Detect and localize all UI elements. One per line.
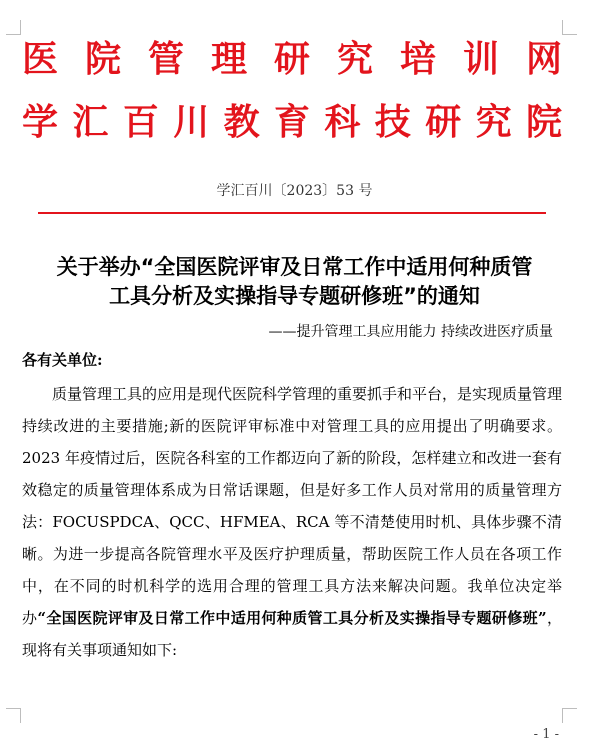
notice-title-line2: 工具分析及实操指导专题研修班”的通知 [109,284,480,308]
body-paragraph-text: 质量管理工具的应用是现代医院科学管理的重要抓手和平台，是实现质量管理持续改进的主要措施;新的医院评审标准中对管理工具的应用提出了明确要求。2023 年疫情过后，医院各科室的工作都迈向了新的阶段，怎样建立和改进一套有效稳定的质量管理体系成为日常话课题，但是好多工作人员对常用的质量管理方法：FOCUSPDCA、QCC、HFMEA、RCA 等不清楚使用时机、具体步骤不清晰。为进一步提高各院管理水平及医疗护理质量，帮助医院工作人员在各项工作中，在不同的时机科学的选用合理的管理工具方法来解决问题。我单位决定举办 [22,385,563,627]
crop-mark-bottom-left [6,708,21,723]
notice-title-line1: 关于举办“全国医院评审及日常工作中适用何种质管 [56,255,533,279]
notice-title [20,253,569,311]
document-number: 学汇百川〔2023〕53 号 [216,183,373,199]
body-paragraph [22,378,562,666]
body-paragraph-closing: ，现将有关事项通知如下: [22,609,562,659]
course-name-emphasis: “全国医院评审及日常工作中适用何种质管工具分析及实操指导专题研修班” [37,609,547,627]
org-title-line2: 学汇百川教育科技研究院 [22,102,562,143]
crop-mark-bottom-right [562,708,577,723]
crop-mark-top-left [6,20,21,35]
header-divider [38,212,546,214]
notice-subtitle: ——提升管理工具应用能力 持续改进医疗质量 [268,324,553,340]
page-number: - 1 - [533,727,559,742]
org-title-line1: 医院管理研究培训网 [22,39,562,80]
crop-mark-top-right [562,20,577,35]
addressee: 各有关单位: [22,351,103,369]
